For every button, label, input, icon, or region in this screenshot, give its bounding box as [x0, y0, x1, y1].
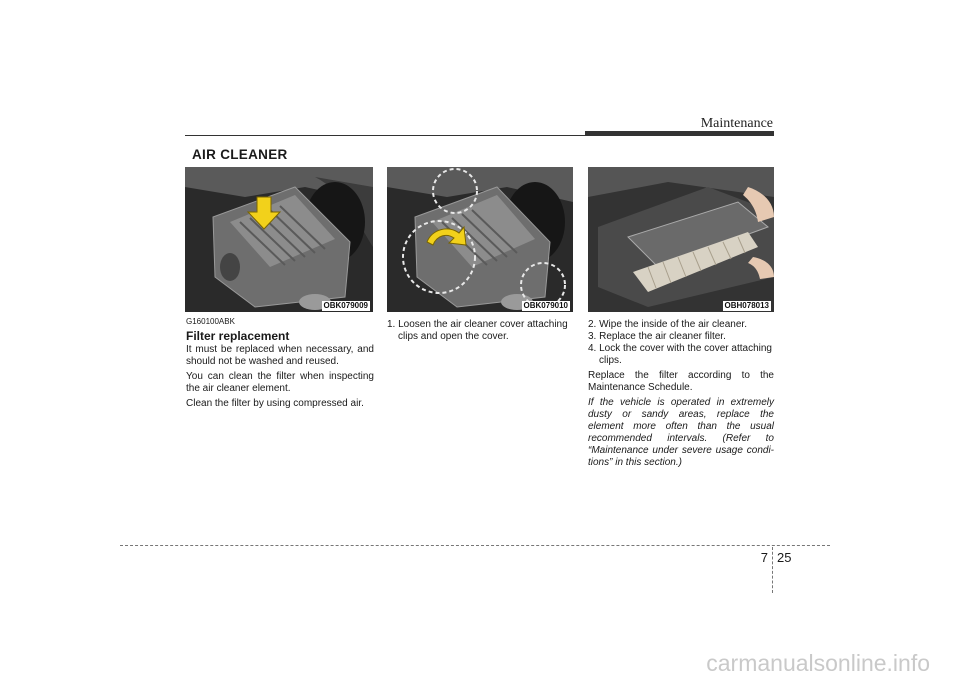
column-filter-replacement — [186, 316, 374, 413]
figure-code: OBK079009 — [323, 301, 368, 310]
figure-filter-removal — [588, 167, 774, 312]
header-rule-bar — [585, 131, 774, 136]
page-number-divider — [772, 547, 773, 593]
step-item: 4. Lock the cover with the cover attaching clips. — [588, 343, 772, 366]
paragraph: Clean the filter by using compressed air. — [186, 398, 364, 409]
page-number: 25 — [777, 550, 792, 565]
note: If the vehicle is operated in extremely dusty or sandy areas, replace the element more often than the usual recommended intervals. (Refer to “Maintenance under severe usage condi-tions” in this section.) — [588, 397, 774, 468]
paragraph: Replace the filter according to the Maintenance Schedule. — [588, 370, 774, 393]
figure-air-cleaner-housing — [185, 167, 373, 312]
section-title: Filter replacement — [186, 329, 290, 343]
column-steps-2-4 — [588, 319, 774, 472]
figure-code: OBH078013 — [724, 301, 769, 310]
figure-cover-clips — [387, 167, 573, 312]
step-item: 2. Wipe the inside of the air cleaner. — [588, 319, 747, 330]
footer-rule — [120, 545, 830, 546]
column-step-1 — [387, 319, 575, 343]
paragraph: It must be replaced when necessary, and should not be washed and reused. — [186, 344, 374, 367]
step-item: 1. Loosen the air cleaner cover attaching clips and open the cover. — [387, 319, 568, 342]
watermark: carmanualsonline.info — [706, 650, 930, 676]
chapter-number: 7 — [760, 550, 768, 565]
header-rule — [185, 135, 585, 136]
paragraph: You can clean the filter when inspecting the air cleaner element. — [186, 371, 374, 394]
page-heading: AIR CLEANER — [192, 147, 288, 162]
step-item: 3. Replace the air cleaner filter. — [588, 331, 726, 342]
section-code: G160100ABK — [186, 317, 235, 326]
section-name: Maintenance — [700, 116, 773, 131]
figure-code: OBK079010 — [523, 301, 568, 310]
